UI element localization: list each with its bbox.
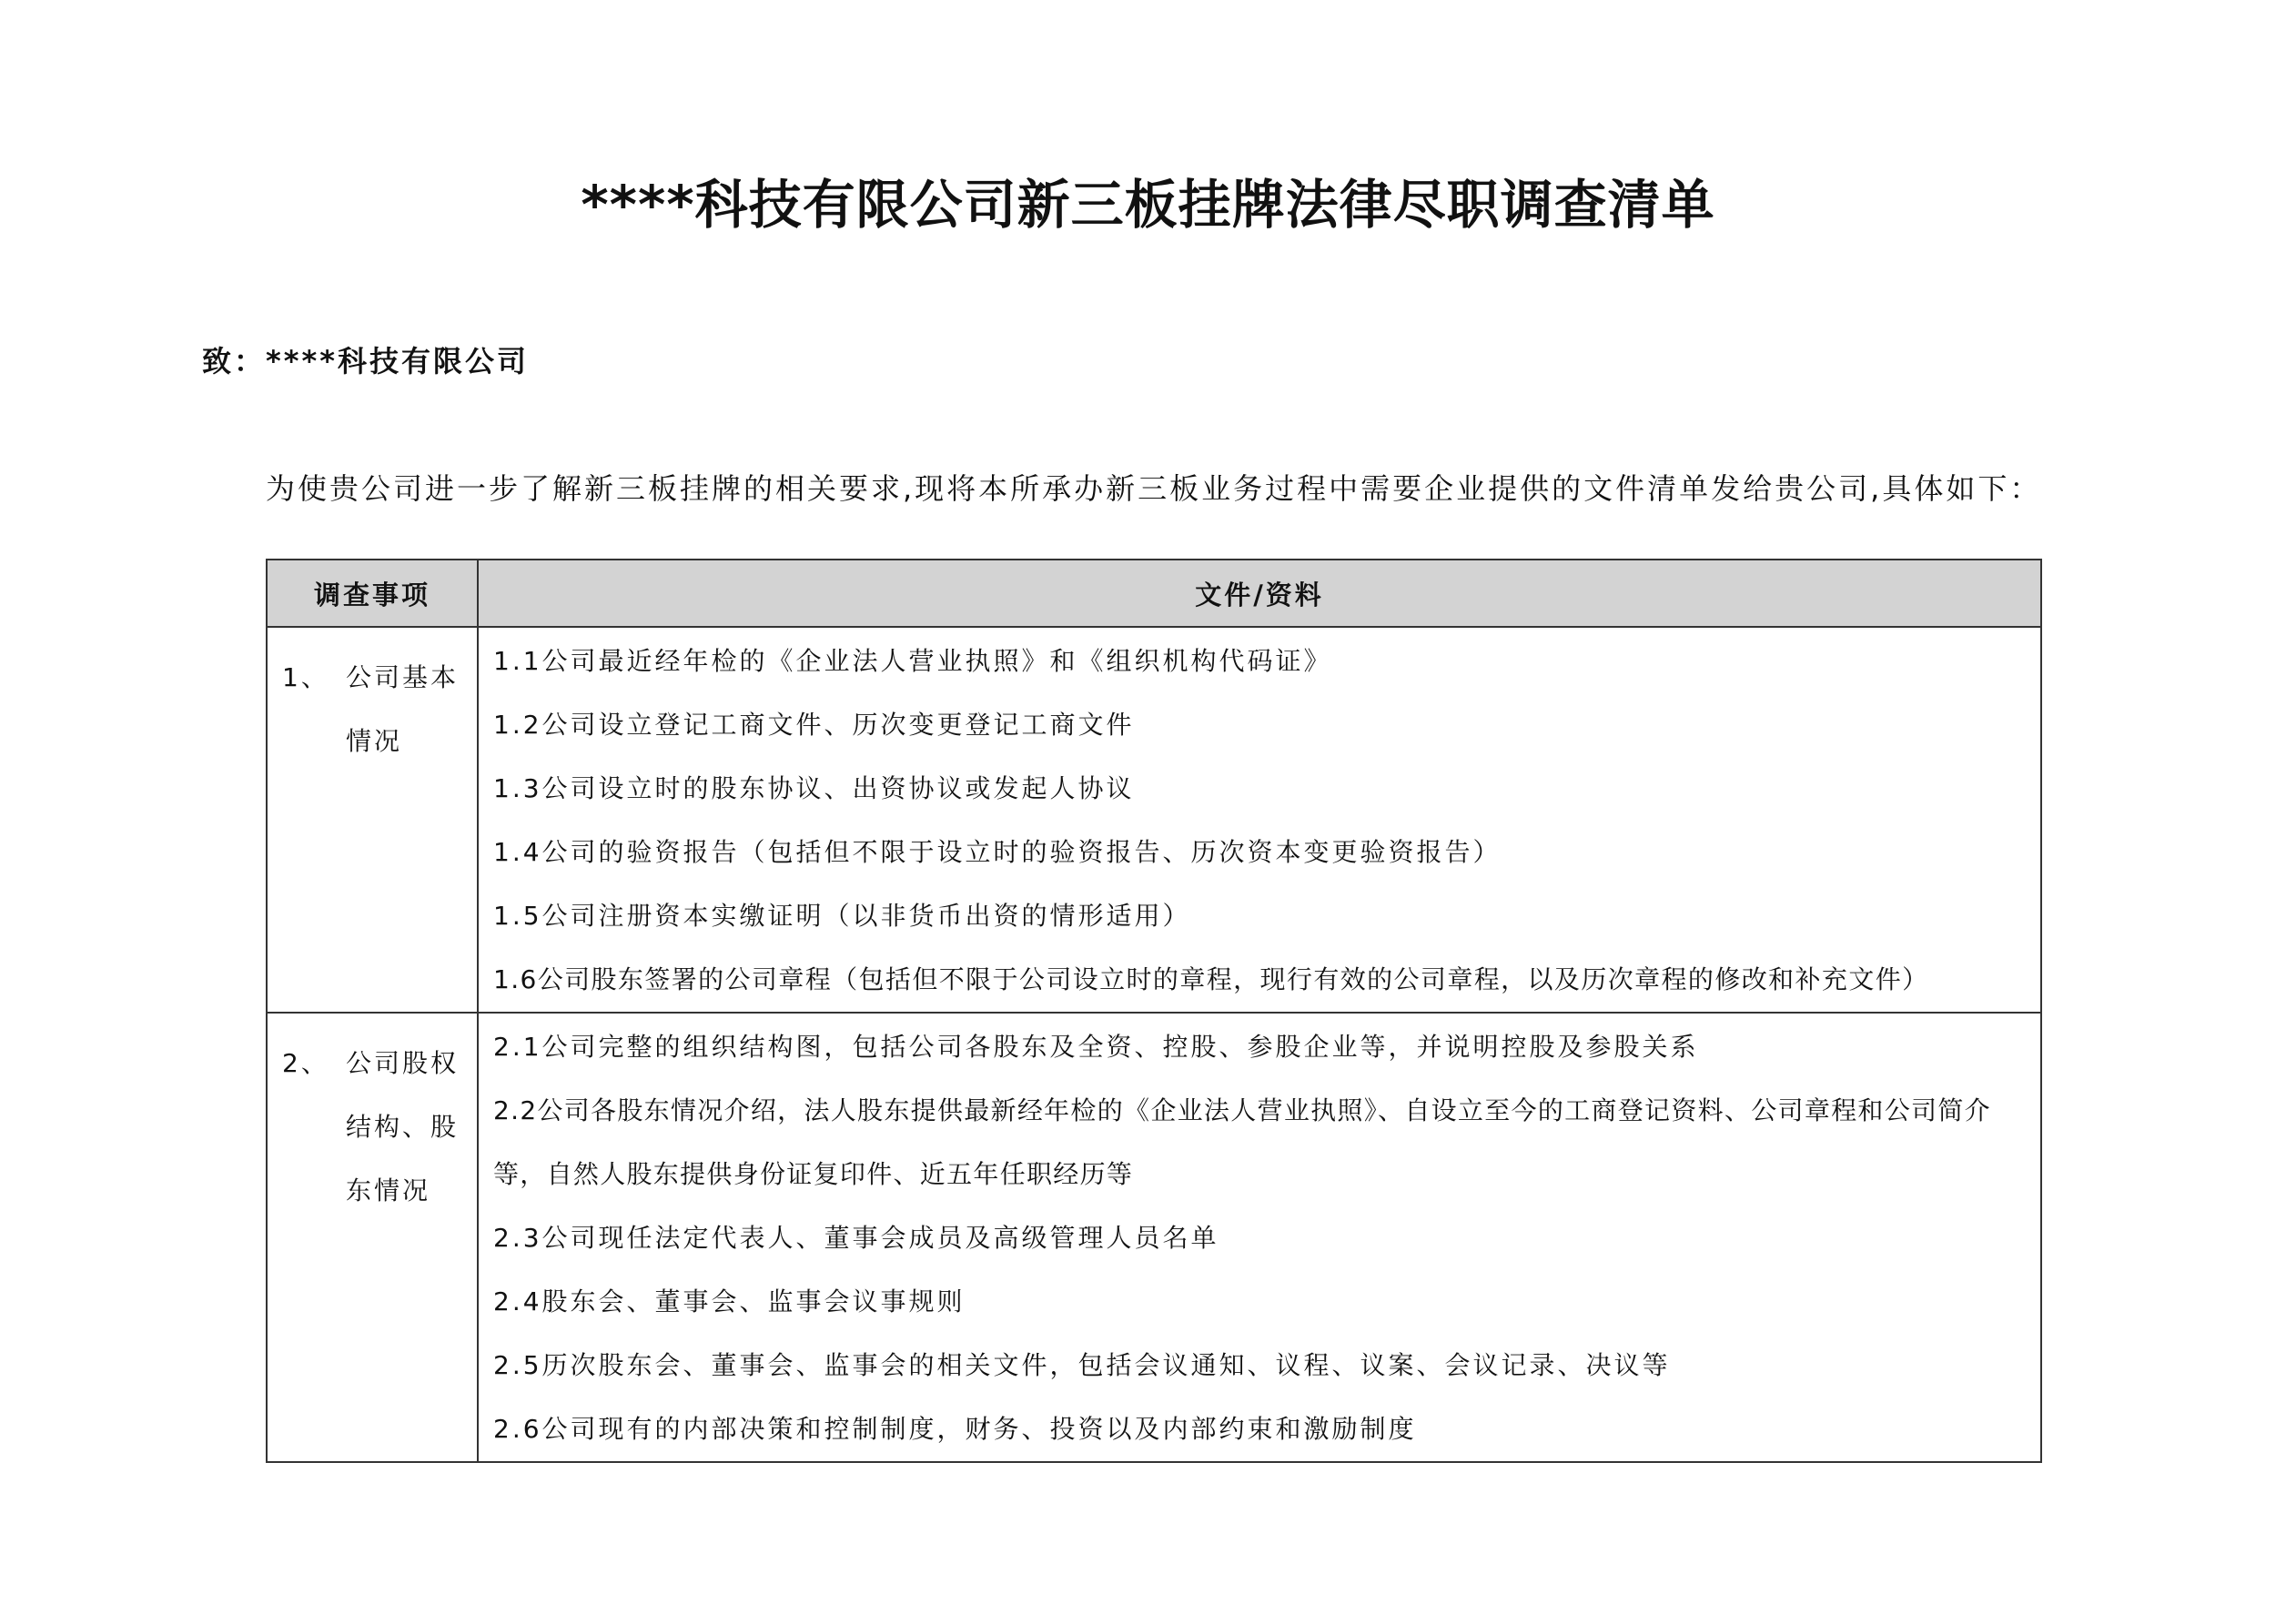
list-item: 2.5历次股东会、董事会、监事会的相关文件，包括会议通知、议程、议案、会议记录、决议等 — [493, 1350, 1671, 1380]
due-diligence-table — [266, 559, 2042, 1463]
section-2-name-line-2: 结构、股 — [346, 1112, 460, 1142]
section-2-items — [478, 1013, 2041, 1462]
section-2-name-line-1: 公司股权 — [346, 1048, 460, 1078]
list-item: 2.1公司完整的组织结构图，包括公司各股东及全资、控股、参股企业等，并说明控股及参股关系 — [493, 1032, 1699, 1062]
table-header-row — [267, 560, 2041, 627]
section-1-name-line-2: 情况 — [346, 726, 403, 756]
list-item: 1.6公司股东签署的公司章程（包括但不限于公司设立时的章程，现行有效的公司章程，以及历次章程的修改和补充文件） — [493, 964, 1929, 994]
list-item: 1.1公司最近经年检的《企业法人营业执照》和《组织机构代码证》 — [493, 646, 1332, 676]
page-title: ****科技有限公司新三板挂牌法律尽职调查清单 — [581, 174, 1715, 236]
section-2-name-line-3: 东情况 — [346, 1175, 431, 1205]
addressee-line: 致：****科技有限公司 — [202, 344, 529, 378]
table-row-section-2 — [267, 1013, 2041, 1462]
section-1-name-line-1: 公司基本 — [346, 662, 460, 692]
section-2-label — [267, 1013, 478, 1462]
list-item: 2.6公司现有的内部决策和控制制度，财务、投资以及内部约束和激励制度 — [493, 1414, 1417, 1444]
list-item: 1.2公司设立登记工商文件、历次变更登记工商文件 — [493, 710, 1135, 740]
list-item: 2.2公司各股东情况介绍，法人股东提供最新经年检的《企业法人营业执照》、自设立至今的工商登记资料、公司章程和公司简介等，自然人股东提供身份证复印件、近五年任职经历等 — [493, 1095, 1991, 1189]
section-1-label — [267, 627, 478, 1013]
intro-paragraph: 为使贵公司进一步了解新三板挂牌的相关要求,现将本所承办新三板业务过程中需要企业提供的文件清单发给贵公司,具体如下： — [266, 471, 2042, 506]
table-row-section-1 — [267, 627, 2041, 1013]
list-item: 1.5公司注册资本实缴证明（以非货币出资的情形适用） — [493, 901, 1191, 931]
list-item: 2.3公司现任法定代表人、董事会成员及高级管理人员名单 — [493, 1223, 1219, 1253]
list-item: 1.4公司的验资报告（包括但不限于设立时的验资报告、历次资本变更验资报告） — [493, 837, 1502, 867]
section-2-number: 2、 — [282, 1048, 329, 1078]
header-documents: 文件/资料 — [478, 560, 2041, 627]
list-item: 1.3公司设立时的股东协议、出资协议或发起人协议 — [493, 773, 1135, 803]
section-1-number: 1、 — [282, 662, 329, 692]
section-1-items — [478, 627, 2041, 1013]
list-item: 2.4股东会、董事会、监事会议事规则 — [493, 1286, 966, 1316]
header-investigation-item: 调查事项 — [267, 560, 478, 627]
